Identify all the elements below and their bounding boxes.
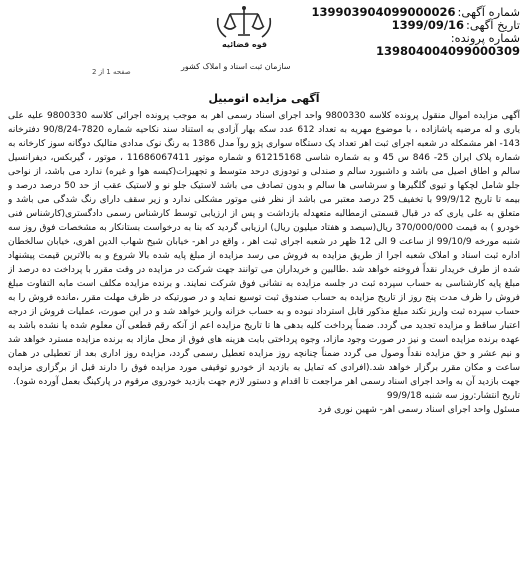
signature-line: مسئول واحد اجرای اسناد رسمی اهر- شهین نوری فرد [318, 405, 520, 415]
case-number-row [300, 45, 520, 58]
notice-body: آگهی مزایده اموال منقول پرونده کلاسه 9800330 واحد اجرای اسناد رسمی اهر به موجب پرونده اجرائی کلاسه 9800330 علیه علی یاری و له مرضیه پاشازاده ، با موضوع مهریه به تعداد 612 عدد سکه بهار آزادی به استناد سند نکاحیه شماره 7820-90/8/24 دفترخانه 143- اهر مشمکله در شعبه اجرای ثبت اهر تعداد یک دستگاه سواری پژو روآ مدل 1386 به رنگ نوک مدادی متالیک دوگانه سوز کارخانه به شماره پلاک ایران 25- 846 س 45 و به شماره شاسی 61215168 و شماره موتور 11686067411 ، موتور ، گیربکس، دیفرانسیل سالم و اطاق اصیل می باشد و داشبورد سالم و صندلی و تودوزی درحد متوسط و تجهیزات(کیسه هوا و غیره) ندارد می باشد، از نواحی جلو شامل لچکها و تیوی گلگیرها و سرشاسی ها سالم و بدون تصادف می باشد لاستیک جلو نو و لاستیک عقب از حد 50 درصد درصد و بیمه تا تاریخ 99/9/12 با تخفیف 25 درصد معتبر می باشد از نظر فنی موتور مشکلی ندارد و زیر سقف دارای رنگ شدگی می باشد و متعلق به علی یاری که در قبال قسمتی ازمطالبه متعهدله بازداشت و پس از ارزیابی توسط کارشناس رسمی دادگستری(کارشناس فنی خودرو ) به قیمت 370/000/000 ریال(سیصد و هفتاد میلیون ریال) ارزیابی گردید که بنا به درخواست بستانکار به مشخصات فوق روز سه شنبه مورخه 99/10/9 از ساعت 9 الی 12 ظهر در شعبه اجرای ثبت اهر ، واقع در اهر- خیابان شیخ شهاب الدین اهری، خیابان سالخطان اداره ثبت اسناد و املاک شعبه اجرا از طریق مزایده به فروش می رسد مزایده از مبلغ پایه شده بالا شروع و به بالاترین قیمت پیشنهاد شده از طرف خریدار نقداً فروخته خواهد شد .طالبین و خریداران می توانند جهت شرکت در مزایده در وقت مقرر با پرداخت ده درصد از مبلغ پایه کارشناسی به حساب سپرده ثبت در جلسه مزایده به نشانی فوق شرکت نمایند. و برنده مزایده مکلف است مابه التفاوت مبلغ فروش را ظرف مدت پنج روز از تاریخ مزایده به حساب صندوق ثبت توسیع نماید و در صورتیکه در ظرف مهلت مقرر ،مانده فروش را به حساب سپرده ثبت واریز نکند مبلغ مذکور قابل استرداد نبوده و به حساب خزانه واریز خواهد شد و در این صورت، عملیات فروش از درجه اعتبار ساقط و مزایده تجدید می گردد. ضمناً پرداخت کلیه بدهی ها تا تاریخ مزایده اعم از آنکه رقم قطعی آن معلوم شده یا نشده باشد به عهده برنده مزایده است و نیز در صورت وجود مازاد، وجوه پرداختی بابت هزینه های فوق از محل مازاد به برنده مزایده مسترد خواهد شد و نیم عشر و حق مزایده نقداً وصول می گردد ضمناً چنانچه روز مزایده تعطیل رسمی گردد، مزایده روز اداری بعد از تعطیلی در همان ساعت و مکان مقرر برگزار خواهد شد.(افرادی که تمایل به بازدید از خودرو توقیفی مورد مزایده فوق را دارند قبل از برگزاری مزایده جهت بازدید آن به واحد اجرای اسناد رسمی اهر مراجعت تا اقدام و دستور لازم جهت بازدید خودروی مرقوم در پارکینگ بعمل آورده شود). [8, 111, 520, 387]
publish-date-line: تاریخ انتشار:روز سه شنبه 99/9/18 [386, 391, 520, 401]
letterhead [0, 0, 528, 84]
notice-content [8, 92, 520, 570]
ad-number-label: شماره آگهی: [457, 5, 520, 19]
ad-date-label: تاریخ آگهی: [466, 18, 520, 32]
organization-name: سازمان ثبت اسناد و املاک کشور [181, 62, 291, 71]
ad-meta-block [300, 6, 520, 58]
page-indicator: صفحه 1 از 2 [92, 68, 131, 76]
case-number: 13980400409900030​9 [375, 44, 520, 58]
judiciary-name: قوه قضائیه [222, 40, 268, 49]
ad-date: 1399/09/16 [391, 18, 465, 32]
ad-number: 13990390409900002​6 [311, 5, 456, 19]
case-number-label: شماره پرونده: [450, 31, 520, 45]
notice-title: آگهی مزایده اتومبیل [208, 92, 320, 105]
